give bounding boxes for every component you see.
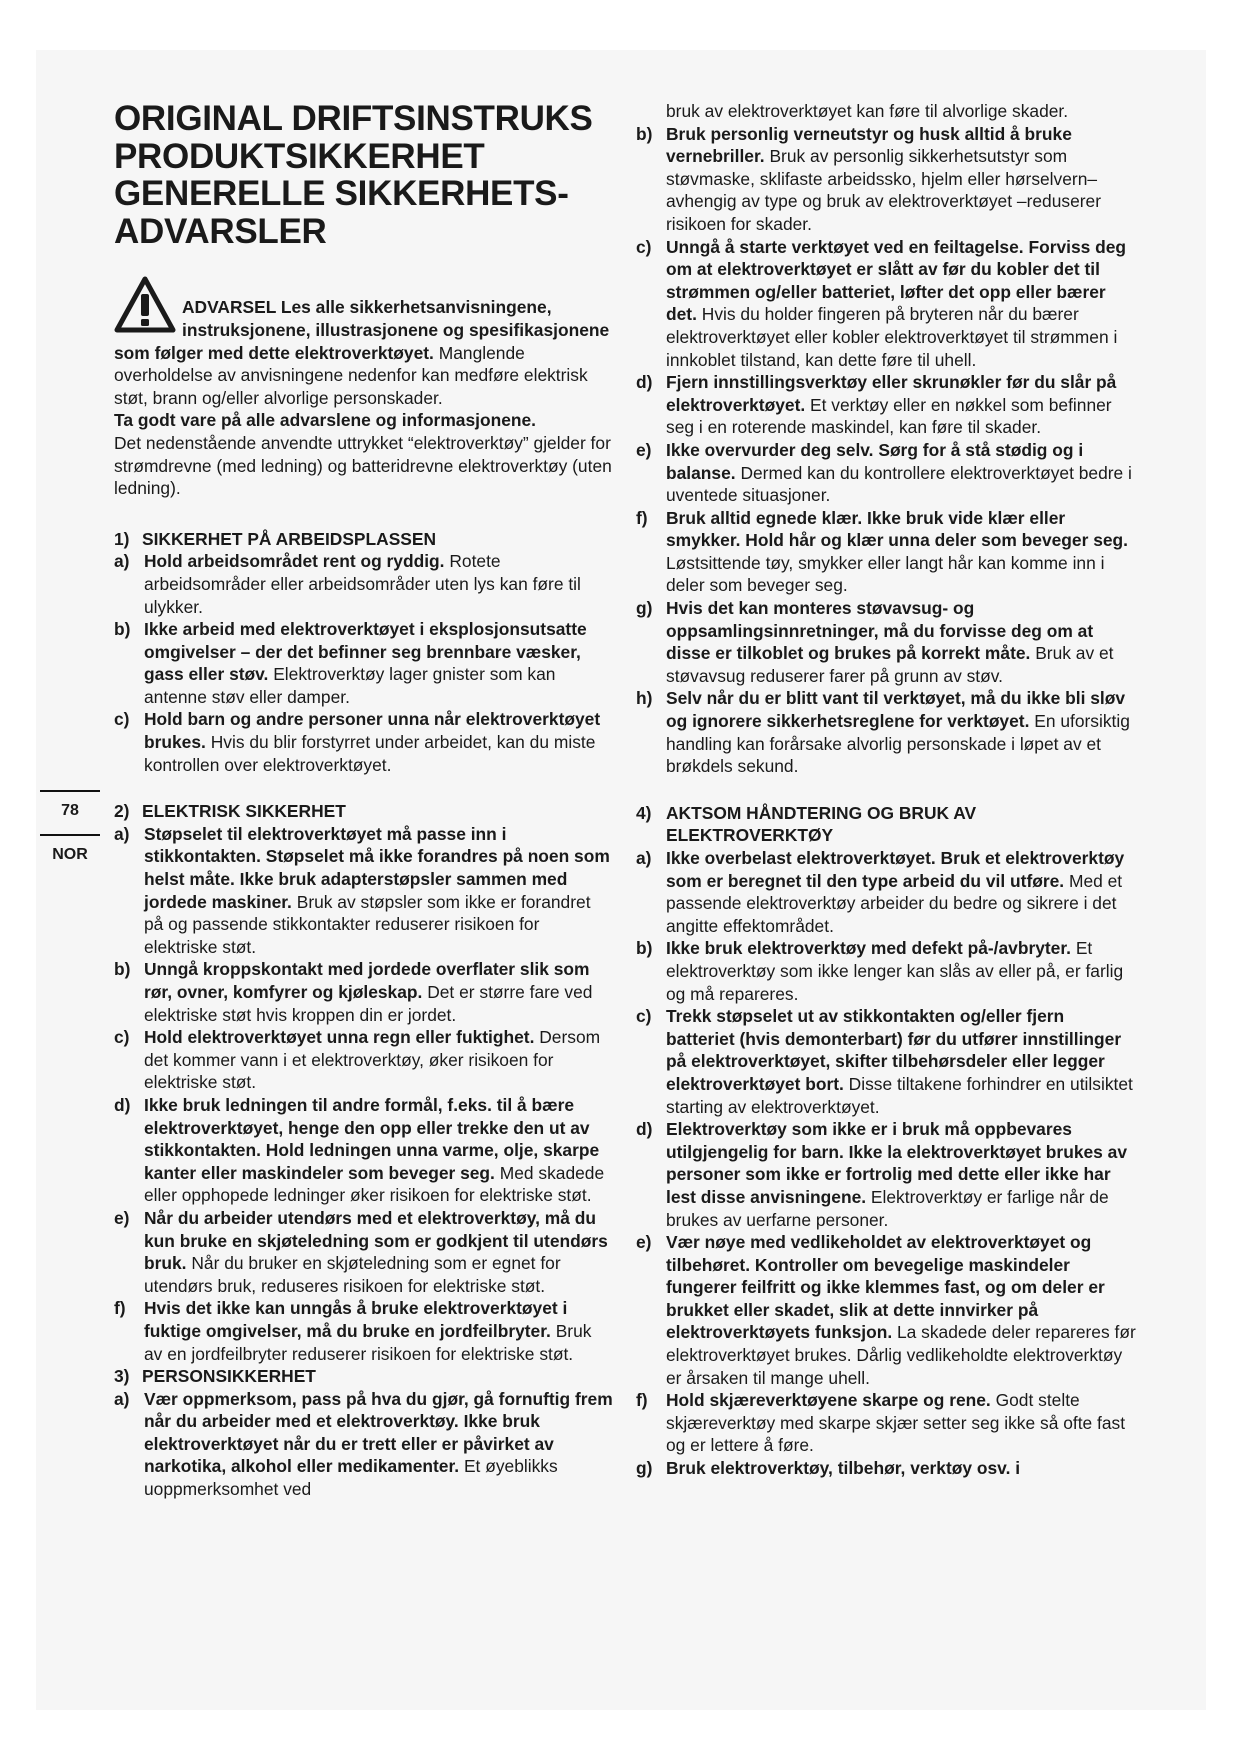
section-title: AKTSOM HÅNDTERING OG BRUK AV ELEKTROVERKTØY — [666, 802, 977, 846]
list-item — [114, 1388, 614, 1501]
item-text: Et elektroverktøy som ikke lenger kan slås av eller på, er farlig og må repareres. — [666, 938, 1124, 1004]
keep-paragraph — [114, 409, 614, 499]
page-number: 78 — [61, 802, 79, 819]
list-item — [636, 439, 1136, 507]
list-item — [636, 1118, 1136, 1231]
item-bold: Ikke bruk ledningen til andre formål, f.eks. til å bære elektroverktøyet, henge den opp eller trekke den ut av stikkontakten. Hold ledningen unna varme, olje, skarpe kanter eller maskindeler som beveger seg. — [144, 1094, 600, 1183]
item-bold: Når du arbeider utendørs med et elektroverktøy, må du kun bruke en skjøteledning som er godkjent til utendørs bruk. — [144, 1207, 608, 1274]
item-text: Løstsittende tøy, smykker eller langt hår kan komme inn i deler som beveger seg. — [666, 552, 1105, 596]
item-text: Når du bruker en skjøteledning som er egnet for utendørs bruk, reduseres risikoen for elektriske støt. — [144, 1253, 561, 1296]
section-title: SIKKERHET PÅ ARBEIDSPLASSEN — [142, 528, 437, 549]
item-bold: Trekk støpselet ut av stikkontakten og/eller fjern batteriet (hvis demonterbart) før du utfører innstillinger på elektroverktøyet, skifter tilbehørsdeler eller legger elektroverktøyet bort. — [666, 1006, 1122, 1094]
item-label: h) — [636, 688, 653, 709]
item-text: Et øyeblikks uoppmerksomhet ved — [144, 1456, 558, 1500]
list-item — [114, 550, 614, 618]
item-label: f) — [636, 1390, 648, 1411]
item-label: b) — [114, 619, 131, 640]
section-title: ELEKTRISK SIKKERHET — [142, 801, 346, 822]
item-label: e) — [636, 1232, 652, 1253]
section-number: 3) — [114, 1366, 130, 1387]
item-label: b) — [114, 959, 131, 980]
keep-text: Det nedenstående anvendte uttrykket “elektroverktøy” gjelder for strømdrevne (med ledning) og batteridrevne elektroverktøy (uten ledning). — [114, 432, 612, 499]
title-line: PRODUKTSIKKERHET — [114, 136, 485, 176]
item-bold: Selv når du er blitt vant til verktøyet, må du ikke bli sløv og ignorere sikkerhetsreglene for verktøyet. — [666, 688, 1126, 732]
list-item — [636, 847, 1136, 937]
item-label: g) — [636, 1458, 653, 1479]
list-item — [636, 597, 1136, 687]
item-bold: Ikke overbelast elektroverktøyet. Bruk et elektroverktøy som er beregnet til den type arbeid du vil utføre. — [666, 848, 1125, 891]
item-bold: Ikke bruk elektroverktøy med defekt på-/avbryter. — [666, 938, 1071, 959]
list-item — [636, 1389, 1136, 1457]
item-text: Elektroverktøy er farlige når de brukes av uerfarne personer. — [666, 1186, 1109, 1230]
warning-triangle-icon — [114, 276, 176, 334]
item-bold: Bruk alltid egnede klær. Ikke bruk vide klær eller smykker. Hold hår og klær unna deler som beveger seg. — [666, 507, 1128, 551]
item-text: Med skadede eller opphopede ledninger øker risikoen for elektriske støt. — [144, 1162, 605, 1206]
keep-bold-text: Ta godt vare på alle advarslene og informasjonene. — [114, 410, 537, 431]
item-label: f) — [114, 1298, 126, 1319]
item-bold: Ikke overvurder deg selv. Sørg for å stå stødig og i balanse. — [666, 439, 1084, 483]
item-bold: Bruk elektroverktøy, tilbehør, verktøy osv. i — [666, 1458, 1021, 1479]
section-number: 1) — [114, 528, 130, 549]
item-bold: Vær nøye med vedlikeholdet av elektroverktøyet og tilbehøret. Kontroller om bevegelige maskindeler fungerer feilfritt og ikke klemmes fast, og om deler er brukket eller skadet, slik at dette innvirker på elektroverktøyets funksjon. — [666, 1232, 1105, 1343]
list-item — [114, 1026, 614, 1094]
list-item — [114, 958, 614, 1026]
item-label: b) — [636, 123, 653, 144]
item-label: e) — [636, 439, 652, 460]
list-item — [114, 1297, 614, 1365]
list-item — [636, 507, 1136, 597]
list-item — [636, 1457, 1136, 1480]
item-bold: Støpselet til elektroverktøyet må passe inn i stikkontakten. Støpselet må ikke forandres på noen som helst måte. Ikke bruk adapterstøpsler sammen med jordede maskiner. — [144, 823, 610, 912]
item-bold: Unngå å starte verktøyet ved en feiltagelse. Forviss deg om at elektroverktøyet er slått av før du kobler det til strømmen og/eller batteriet, løfter det opp eller bærer det. — [666, 236, 1127, 325]
list-item — [636, 123, 1136, 236]
title-line: ORIGINAL DRIFTSINSTRUKS — [114, 99, 593, 138]
item-text: Bruk av personlig sikkerhetsutstyr som støvmaske, sklifaste arbeidssko, hjelm eller hørselvern– avhengig av type og bruk av elektroverktøyet –reduserer risikoen for skader. — [666, 146, 1101, 234]
item-label: c) — [114, 1027, 130, 1048]
item-text: Hvis du blir forstyrret under arbeidet, kan du miste kontrollen over elektroverktøyet. — [144, 732, 596, 775]
section-heading — [636, 802, 1136, 847]
list-item — [114, 1094, 614, 1207]
list-item — [636, 1005, 1136, 1118]
item-label: a) — [114, 823, 130, 844]
item-text: Med et passende elektroverktøy arbeider du bedre og sikrere i det angitte effektområdet. — [666, 870, 1123, 936]
item-bold: Hold elektroverktøyet unna regn eller fuktighet. — [144, 1027, 535, 1048]
list-item — [636, 1231, 1136, 1389]
list-item — [114, 708, 614, 776]
item-label: d) — [636, 1119, 653, 1140]
section-number: 4) — [636, 802, 652, 823]
item-text: Dermed kan du kontrollere elektroverktøyet bedre i uventede situasjoner. — [666, 462, 1132, 506]
item-bold: Fjern innstillingsverktøy eller skrunøkler før du slår på elektroverktøyet. — [666, 372, 1117, 415]
item-label: f) — [636, 507, 648, 528]
list-item-continued — [636, 100, 1136, 123]
item-bold: Hold arbeidsområdet rent og ryddig. — [144, 551, 445, 572]
warning-bold-text: ADVARSEL Les alle sikkerhetsanvisningene, instruksjonene, illustrasjonene og spesifikasjonene som følger med dette elektroverktøyet. — [114, 297, 610, 363]
item-text: Disse tiltakene forhindrer en utilsiktet starting av elektroverktøyet. — [666, 1073, 1133, 1117]
item-text: Rotete arbeidsområder eller arbeidsområder uten lys kan føre til ulykker. — [144, 551, 581, 617]
item-text: Bruk av støpsler som ikke er forandret på og passende stikkontakter reduserer risikoen for elektriske støt. — [144, 891, 591, 957]
page-title — [114, 100, 614, 250]
list-item — [636, 687, 1136, 777]
item-bold: Elektroverktøy som ikke er i bruk må oppbevares utilgjengelig for barn. Ikke la elektroverktøyet brukes av personer som ikke er fortrolig med dette eller ikke har lest disse anvisningene. — [666, 1119, 1128, 1207]
list-item — [636, 937, 1136, 1005]
item-text: Bruk av en jordfeilbryter reduserer risikoen for elektriske støt. — [144, 1320, 592, 1364]
section-heading — [114, 1365, 614, 1388]
item-bold: Ikke arbeid med elektroverktøyet i eksplosjonsutsatte omgivelser – der det befinner seg brennbare væsker, gass eller støv. — [144, 619, 587, 685]
list-item — [114, 1207, 614, 1297]
list-item — [114, 618, 614, 708]
list-item — [636, 371, 1136, 439]
section-heading — [114, 800, 614, 823]
side-tab-bottom-rule — [40, 834, 100, 836]
item-bold: Hold skjæreverktøyene skarpe og rene. — [666, 1390, 991, 1411]
item-text: En uforsiktig handling kan forårsake alvorlig personskade i løpet av et brøkdels sekund. — [666, 711, 1130, 777]
list-item — [636, 236, 1136, 372]
item-bold: Hvis det kan monteres støvavsug- og oppsamlingsinnretninger, må du forvisse deg om at disse er tilkoblet og brukes på korrekt måte. — [666, 598, 1094, 664]
item-label: e) — [114, 1207, 130, 1228]
item-label: c) — [114, 709, 130, 730]
list-item — [114, 823, 614, 959]
left-column — [114, 100, 614, 1501]
side-tab-top-rule — [40, 790, 100, 792]
right-column — [636, 100, 1136, 1480]
item-label: a) — [114, 1388, 130, 1409]
item-bold: Hvis det ikke kan unngås å bruke elektroverktøyet i fuktige omgivelser, må du bruke en jordfeilbryter. — [144, 1298, 568, 1341]
title-line: ADVARSLER — [114, 211, 327, 251]
item-text: Hvis du holder fingeren på bryteren når du bærer elektroverktøyet eller kobler elektroverktøyet til strømmen i innkoblet tilstand, kan dette føre til uhell. — [666, 304, 1118, 370]
item-label: a) — [114, 551, 130, 572]
general-warning — [114, 272, 614, 499]
item-text: Godt stelte skjæreverktøy med skarpe skjær setter seg ikke så ofte fast og er lettere å føre. — [666, 1390, 1126, 1456]
item-text: Dersom det kommer vann i et elektroverktøy, øker risikoen for elektriske støt. — [144, 1027, 601, 1093]
warning-text: Manglende overholdelse av anvisningene nedenfor kan medføre elektrisk støt, brann og/eller alvorlige personskader. — [114, 342, 588, 408]
item-label: b) — [636, 938, 653, 959]
item-bold: Bruk personlig verneutstyr og husk alltid å bruke vernebriller. — [666, 123, 1072, 167]
item-label: d) — [114, 1094, 131, 1115]
section-heading — [114, 528, 614, 551]
warning-paragraph — [114, 272, 614, 409]
item-text: Elektroverktøy lager gnister som kan antenne støv eller damper. — [144, 664, 556, 707]
item-bold: Hold barn og andre personer unna når elektroverktøyet brukes. — [144, 709, 601, 753]
item-label: d) — [636, 372, 653, 393]
language-code: NOR — [52, 846, 88, 863]
item-label: g) — [636, 598, 653, 619]
item-text: Det er større fare ved elektriske støt hvis kroppen din er jordet. — [144, 982, 593, 1025]
item-bold: Unngå kroppskontakt med jordede overflater slik som rør, ovner, komfyrer og kjøleskap. — [144, 959, 590, 1002]
title-line: GENERELLE SIKKERHETS- — [114, 174, 569, 214]
item-text: La skadede deler repareres før elektroverktøyet brukes. Dårlig vedlikeholdte elektroverktøy er årsaken til mange uhell. — [666, 1322, 1136, 1388]
section-number: 2) — [114, 801, 130, 822]
section-title: PERSONSIKKERHET — [142, 1366, 316, 1387]
item-label: a) — [636, 848, 652, 868]
item-bold: Vær oppmerksom, pass på hva du gjør, gå fornuftig frem når du arbeider med et elektroverktøy. Ikke bruk elektroverktøyet når du er trett eller er påvirket av narkotika, alkohol eller medikamenter. — [144, 1388, 613, 1477]
item-text: Bruk av et støvavsug reduserer farer på grunn av støv. — [666, 643, 1114, 686]
item-text: bruk av elektroverktøyet kan føre til alvorlige skader. — [666, 101, 1069, 121]
item-label: c) — [636, 236, 652, 257]
item-text: Et verktøy eller en nøkkel som befinner seg i en roterende maskindel, kan føre til skader. — [666, 394, 1112, 438]
item-label: c) — [636, 1006, 652, 1027]
